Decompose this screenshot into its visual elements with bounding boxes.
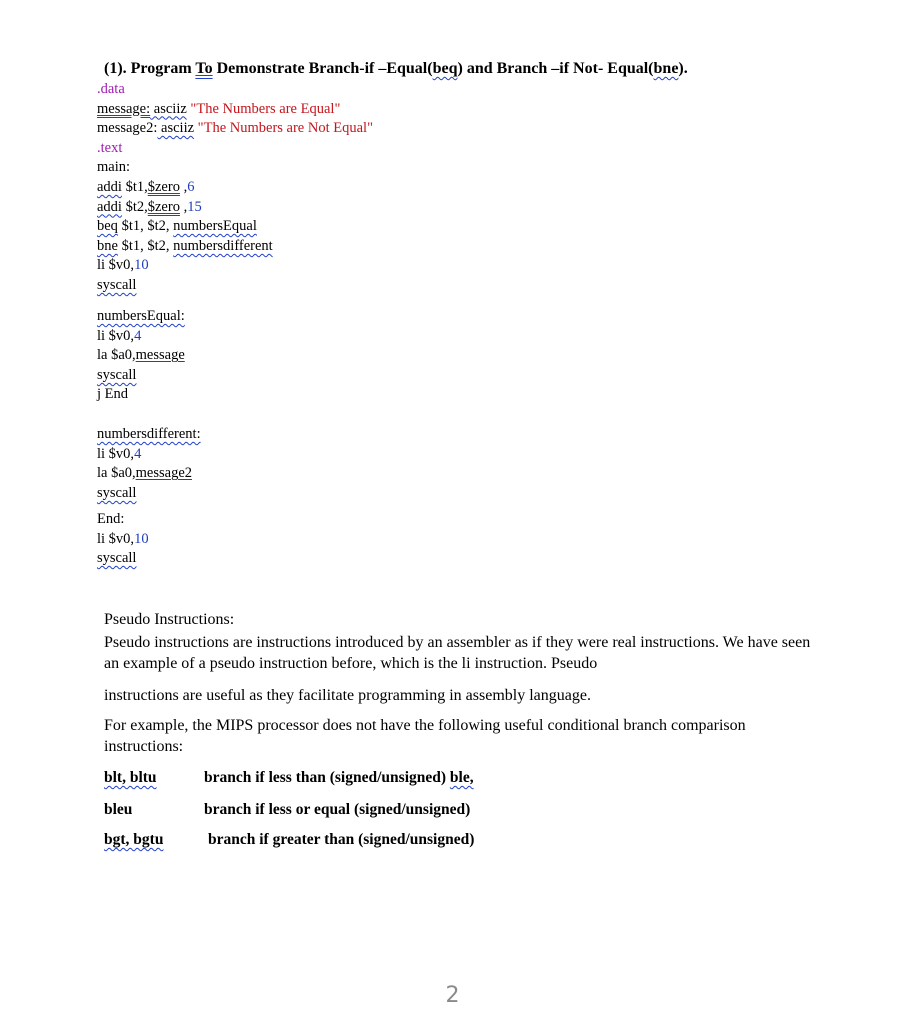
code-line: addi $t1,$zero ,6 bbox=[97, 178, 195, 195]
title-text: To bbox=[195, 60, 213, 77]
code-line: syscall bbox=[97, 276, 137, 293]
title-text: beq bbox=[432, 60, 458, 77]
instruction-row bbox=[104, 769, 474, 787]
code-line: li $v0,10 bbox=[97, 257, 149, 274]
code-line: la $a0,message bbox=[97, 347, 185, 364]
code-line: numbersdifferent: bbox=[97, 426, 201, 442]
paragraph: Pseudo instructions are instructions introduced by an assembler as if they were real instructions. We have seen an example of a pseudo instruction before, which is the li instruction. Pseudo bbox=[104, 634, 811, 672]
code-line: syscall bbox=[97, 366, 137, 383]
paragraph: For example, the MIPS processor does not have the following useful conditional branch comparison instructions: bbox=[104, 717, 746, 755]
instruction-desc: branch if greater than (signed/unsigned) bbox=[208, 831, 475, 848]
instruction-row bbox=[104, 801, 470, 819]
code-block-numbers-different bbox=[97, 425, 201, 503]
code-line: numbersEqual: bbox=[97, 308, 185, 324]
code-block-data bbox=[97, 80, 373, 296]
title-text: ) and Branch –if Not- Equal( bbox=[457, 60, 654, 77]
code-block-numbers-equal bbox=[97, 307, 185, 405]
instruction-name: blt, bltu bbox=[104, 769, 157, 786]
code-line: bne $t1, $t2, numbersdifferent bbox=[97, 237, 273, 254]
instruction-extra: ble, bbox=[449, 769, 474, 786]
code-line: message2: asciiz "The Numbers are Not Equal" bbox=[97, 120, 373, 137]
code-line: syscall bbox=[97, 550, 137, 567]
code-line: j End bbox=[97, 386, 129, 403]
title-text: ). bbox=[678, 60, 688, 77]
code-line: syscall bbox=[97, 484, 137, 501]
instruction-name: bleu bbox=[104, 801, 133, 818]
instruction-name: bgt, bgtu bbox=[104, 831, 164, 848]
code-line: main: bbox=[97, 159, 131, 176]
code-line: li $v0,10 bbox=[97, 530, 149, 547]
instruction-desc: branch if less or equal (signed/unsigned) bbox=[204, 801, 471, 818]
title-text: bne bbox=[653, 60, 679, 77]
code-line: addi $t2,$zero ,15 bbox=[97, 198, 202, 215]
code-line: message: asciiz "The Numbers are Equal" bbox=[97, 100, 341, 117]
page-number: 2 bbox=[445, 983, 460, 1008]
code-line: End: bbox=[97, 511, 125, 527]
code-line: .text bbox=[97, 139, 123, 156]
title-text: Demonstrate Branch-if –Equal( bbox=[212, 60, 433, 77]
code-line: beq $t1, $t2, numbersEqual bbox=[97, 218, 257, 235]
code-line: li $v0,4 bbox=[97, 327, 142, 344]
paragraph: instructions are useful as they facilitate programming in assembly language. bbox=[104, 687, 591, 704]
section-heading: Pseudo Instructions: bbox=[104, 611, 235, 628]
code-block-end bbox=[97, 510, 149, 569]
code-line: li $v0,4 bbox=[97, 445, 142, 462]
instruction-desc: branch if less than (signed/unsigned) bbox=[204, 769, 450, 786]
code-line: la $a0,message2 bbox=[97, 465, 193, 482]
title-text: (1). Program bbox=[104, 60, 196, 77]
instruction-row bbox=[104, 831, 474, 849]
code-line: .data bbox=[97, 81, 125, 97]
program-title bbox=[104, 60, 884, 78]
